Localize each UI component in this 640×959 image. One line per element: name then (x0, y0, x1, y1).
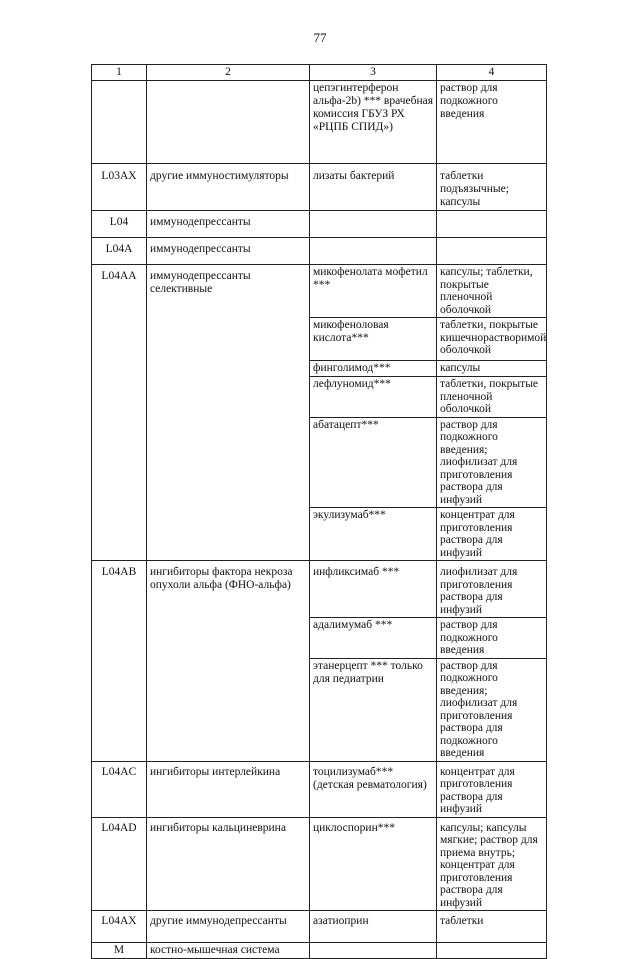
drug-cell: финголимод*** (310, 361, 437, 377)
drug-cell (310, 211, 437, 238)
form-cell: таблетки подъязычные; капсулы (437, 164, 547, 211)
form-cell: раствор для подкожного введения; лиофилизат для приготовления раствора для подкожного введения (437, 658, 547, 761)
drug-cell: циклоспорин*** (310, 817, 437, 911)
table-row (92, 561, 547, 618)
form-cell: таблетки, покрытые кишечнорастворимой оболочкой (437, 318, 547, 361)
header-col-3: 3 (310, 65, 437, 81)
drug-cell: этанерцепт *** только для педиатрии (310, 658, 437, 761)
drug-cell (310, 238, 437, 265)
table-row (92, 238, 547, 265)
table-row (92, 761, 547, 817)
group-name-cell: другие иммунодепрессанты (147, 911, 310, 943)
drug-cell: адалимумаб *** (310, 618, 437, 659)
table-row (92, 817, 547, 911)
drug-cell: микофенолата мофетил *** (310, 265, 437, 318)
group-name-cell: иммунодепрессанты (147, 211, 310, 238)
table-row (92, 265, 547, 318)
drug-cell: экулизумаб*** (310, 508, 437, 561)
form-cell: лиофилизат для приготовления раствора для инфузий (437, 561, 547, 618)
table-header-row (92, 65, 547, 81)
atc-code-cell: L04AC (92, 761, 147, 817)
group-name-cell: другие иммуностимуляторы (147, 164, 310, 211)
form-cell (437, 211, 547, 238)
drug-cell: лефлуномид*** (310, 377, 437, 418)
form-cell: концентрат для приготовления раствора для инфузий (437, 761, 547, 817)
form-cell: раствор для подкожного введения (437, 618, 547, 659)
group-name-cell: иммунодепрессанты (147, 238, 310, 265)
form-cell (437, 943, 547, 959)
form-cell: концентрат для приготовления раствора для инфузий (437, 508, 547, 561)
drug-cell: инфликсимаб *** (310, 561, 437, 618)
group-name-cell: ингибиторы интерлейкина (147, 761, 310, 817)
form-cell: раствор для подкожного введения (437, 81, 547, 164)
form-cell: капсулы (437, 361, 547, 377)
atc-code-cell: L04AB (92, 561, 147, 762)
drug-cell: азатиоприн (310, 911, 437, 943)
atc-code-cell: M (92, 943, 147, 959)
form-cell: капсулы; капсулы мягкие; раствор для приема внутрь; концентрат для приготовления раствора для инфузий (437, 817, 547, 911)
group-name-cell: ингибиторы фактора некроза опухоли альфа (ФНО-альфа) (147, 561, 310, 762)
group-name-cell (147, 81, 310, 164)
table-row (92, 943, 547, 959)
drug-cell: лизаты бактерий (310, 164, 437, 211)
table-row (92, 211, 547, 238)
form-cell: таблетки, покрытые пленочной оболочкой (437, 377, 547, 418)
form-cell: таблетки (437, 911, 547, 943)
header-col-2: 2 (147, 65, 310, 81)
atc-code-cell: L03AX (92, 164, 147, 211)
group-name-cell: ингибиторы кальциневрина (147, 817, 310, 911)
atc-code-cell: L04A (92, 238, 147, 265)
drug-cell: абатацепт*** (310, 417, 437, 508)
table-row (92, 911, 547, 943)
drug-table (91, 64, 547, 959)
form-cell: капсулы; таблетки, покрытые пленочной оболочкой (437, 265, 547, 318)
atc-code-cell: L04 (92, 211, 147, 238)
drug-cell: цепэгинтерферон альфа-2b) *** врачебная комиссия ГБУЗ РХ «РЦПБ СПИД») (310, 81, 437, 164)
drug-cell: тоцилизумаб*** (детская ревматология) (310, 761, 437, 817)
page-number: 77 (313, 30, 327, 45)
table-row (92, 81, 547, 164)
form-cell (437, 238, 547, 265)
atc-code-cell: L04AA (92, 265, 147, 561)
atc-code-cell: L04AD (92, 817, 147, 911)
atc-code-cell (92, 81, 147, 164)
form-cell: раствор для подкожного введения; лиофилизат для приготовления раствора для инфузий (437, 417, 547, 508)
header-col-4: 4 (437, 65, 547, 81)
drug-cell (310, 943, 437, 959)
atc-code-cell: L04AX (92, 911, 147, 943)
header-col-1: 1 (92, 65, 147, 81)
group-name-cell: костно-мышечная система (147, 943, 310, 959)
group-name-cell: иммунодепрессанты селективные (147, 265, 310, 561)
table-row (92, 164, 547, 211)
drug-cell: микофеноловая кислота*** (310, 318, 437, 361)
